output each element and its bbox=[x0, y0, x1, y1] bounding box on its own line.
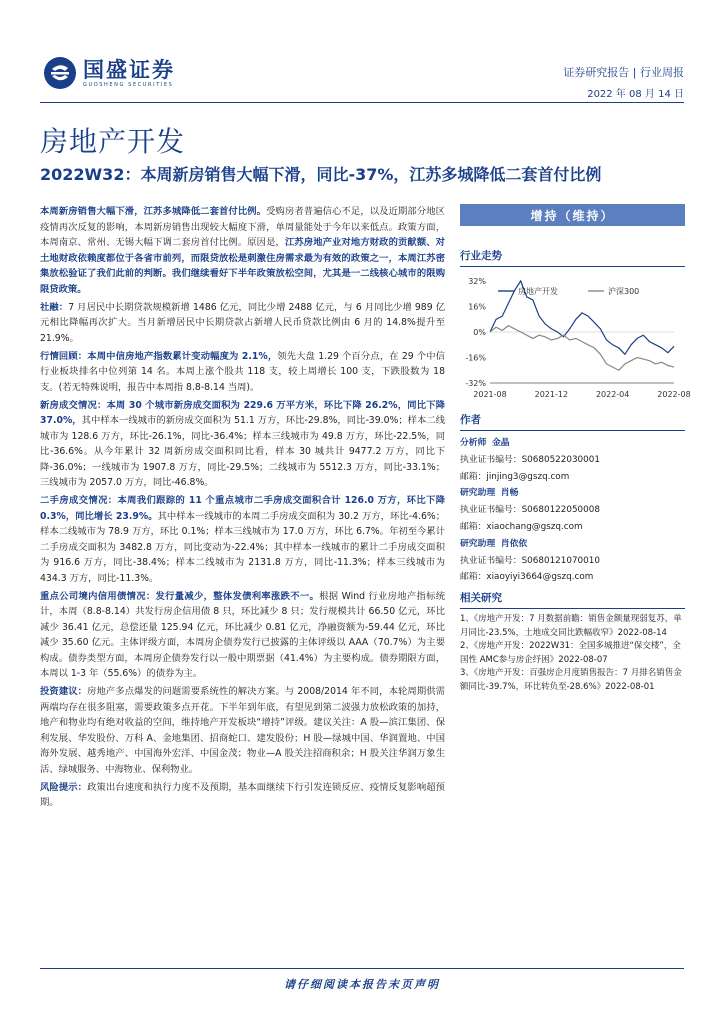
trend-heading: 行业走势 bbox=[460, 248, 685, 267]
author-name: 肖依依 bbox=[500, 538, 528, 549]
author-1-role-line bbox=[460, 435, 685, 452]
x-tick-label: 2021-12 bbox=[534, 390, 569, 399]
license-label: 执业证书编号： bbox=[460, 454, 522, 465]
para-2-bold: 社融： bbox=[40, 301, 69, 313]
y-tick-label: 32% bbox=[468, 277, 486, 286]
author-1-license-line bbox=[460, 452, 685, 469]
author-email[interactable]: xiaoyiyi3664@gszq.com bbox=[486, 572, 594, 583]
email-label: 邮箱： bbox=[460, 521, 487, 532]
para-7-text: 房地产多点爆发的问题需要系统性的解决方案。与 2008/2014 年不同，本轮周期供需两端均存在很多阻塞，需要政策多点开花。下半年到年底，有望见到第二波强力放松政策的加持，地产和物业均有绝对收益的空间，维持地产开发板块“增持”评级。建议关注：A 股—滨江集团、保利发展、华发股份、万科 A、金地集团、招商蛇口、建发股份；H 股—绿城中国、华润置地、中国海外发展、越秀地产、中国海外宏洋、中国金茂；物业—A 股关注招商积余；H 股关注华润万象生活、绿城服务、中海物业、保利物业。 bbox=[40, 686, 445, 775]
author-role: 研究助理 bbox=[460, 488, 496, 499]
related-item[interactable]: 2、《房地产开发：2022W31：全国多城推进“保交楼”，全国性 AMC参与房企纾困》2022-08-07 bbox=[460, 641, 681, 665]
paragraph-new-homes bbox=[40, 398, 445, 491]
author-license: S0680522030001 bbox=[521, 454, 600, 465]
license-label: 执业证书编号： bbox=[460, 555, 522, 566]
logo-cn-text: 国盛证券 bbox=[83, 57, 175, 82]
report-date: 2022 年 08 月 14 日 bbox=[587, 89, 684, 100]
page-subtitle: 2022W32：本周新房销售大幅下滑，同比-37%，江苏多城降低二套首付比例 bbox=[40, 165, 602, 184]
related-item[interactable]: 3、《房地产开发：百强房企月度销售报告：7 月排名销售金额同比-39.7%，环比转负至-28.6%》2022-08-01 bbox=[460, 668, 682, 692]
author-email[interactable]: jinjing3@gszq.com bbox=[486, 471, 570, 482]
license-label: 执业证书编号： bbox=[460, 505, 522, 516]
para-0-text: 受购房者普遍信心不足，以及近期部分地区疫情再次反复的影响，本周新房销售出现较大幅度下滑，单周量能处于今年以来低点。政策方面，本周南京、常州、无锡大幅下调二套房首付比例。原因是， bbox=[40, 206, 445, 248]
author-license: S0680121070010 bbox=[521, 555, 600, 566]
y-tick-label: 16% bbox=[468, 302, 486, 312]
author-email[interactable]: xiaochang@gszq.com bbox=[486, 521, 583, 532]
author-role: 分析师 bbox=[460, 438, 487, 448]
author-2-email-line bbox=[460, 519, 685, 536]
para-3-bold: 行情回顾：本周中信房地产指数累计变动幅度为 2.1%， bbox=[40, 350, 278, 362]
para-6-text: 根据 Wind 行业房地产指标统计，本周（8.8-8.14）共发行房企信用债 8 只，环比减少 8 只；发行规模共计 66.50 亿元，环比减少 36.41 亿元，总偿还量 125.94 亿元，环比减少 0.81 亿元，净融资额为-59.44 亿元，环比减少 35.60 亿元。主体评级方面，本周房企债券发行已披露的主体评级以 AAA（70.7%）为主要构成。债券类型方面，本周房企债券发行以一般中期票据（41.4%）为主要构成。债券期限方面，本周以 1-3 年（55.6%）的债券为主。 bbox=[40, 590, 445, 679]
para-5-text: 其中样本一线城市的本周二手房成交面积为 30.2 万方，环比-4.6%；样本二线城市为 78.9 万方，环比 0.1%；样本三线城市为 17.0 万方，环比 6.7%。年初至今累计二手房成交面积为 3482.8 万方，同比变动为-22.4%；其中样本一线城市的累计二手房成交面积为 916.6 万方，同比-38.4%；样本二线城市为 2131.8 万方，同比-11.3%；样本三线城市为 434.3 万方，同比-11.3%。 bbox=[40, 510, 445, 584]
logo-icon bbox=[43, 56, 77, 90]
related-item[interactable]: 1、《房地产开发：7 月数据前瞻：销售金额量现弱复苏，单月同比-23.5%，土地成交同比跌幅收窄》2022-08-14 bbox=[460, 614, 682, 638]
author-3-license-line bbox=[460, 553, 685, 570]
para-5-bold: 二手房成交情况：本周我们跟踪的 11 个重点城市二手房成交面积合计 126.0 万方，环比下降 0.3%，同比增长 23.9%。 bbox=[40, 495, 445, 522]
author-3-role-line bbox=[460, 536, 685, 553]
para-4-text: 其中样本一线城市的新房成交面积为 51.1 万方，环比-29.8%，同比-39.0%；样本二线城市为 128.6 万方，环比-26.1%，同比-36.4%；样本三线城市为 49.8 万方，环比-22.5%，同比-36.6%。从今年累计 32 周新房成交面积同比看，样本 30 城共计 9477.2 万方，同比下降-36.0%；一线城市为 1907.8 万方，同比-29.5%；二线城市为 5512.3 万方，同比-33.1%；三线城市为 2057.0 万方，同比-46.8%。 bbox=[40, 415, 445, 488]
author-name: 肖畅 bbox=[500, 488, 519, 499]
para-0-bold: 本周新房销售大幅下滑，江苏多城降低二套首付比例。 bbox=[40, 206, 267, 217]
rating-badge: 增持（维持） bbox=[460, 204, 685, 226]
y-tick-label: -16% bbox=[465, 353, 486, 363]
report-header bbox=[0, 0, 724, 110]
main-content bbox=[40, 204, 445, 813]
author-3-email-line bbox=[460, 569, 685, 586]
author-2-license-line bbox=[460, 502, 685, 519]
page-title: 房地产开发 bbox=[40, 125, 186, 158]
logo bbox=[43, 56, 175, 90]
paragraph-summary bbox=[40, 204, 445, 297]
related-list bbox=[460, 613, 685, 694]
trend-chart-svg bbox=[460, 273, 691, 408]
para-4-bold: 新房成交情况：本周 30 个城市新房成交面积为 229.6 万平方米，环比下降 26.2%，同比下降 37.0%， bbox=[40, 399, 445, 426]
para-7-bold: 投资建议： bbox=[40, 686, 88, 697]
paragraph-second-hand bbox=[40, 493, 445, 586]
x-tick-label: 2021-08 bbox=[473, 390, 507, 399]
paragraph-risk bbox=[40, 780, 445, 811]
legend-label: 房地产开发 bbox=[518, 287, 558, 296]
author-list bbox=[460, 435, 685, 586]
trend-chart bbox=[460, 273, 691, 408]
y-tick-label: -32% bbox=[465, 379, 486, 388]
email-label: 邮箱： bbox=[460, 572, 487, 583]
para-2-text: 7 月居民中长期贷款规模新增 1486 亿元，同比少增 2488 亿元，与 6 月同比少增 989 亿元相比降幅再次扩大。当月新增居民中长期贷款占新增人民币贷款比例由 6 月的 14.8%提升至 21.9%。 bbox=[40, 301, 445, 344]
author-role: 研究助理 bbox=[460, 538, 496, 549]
series-line-csi300 bbox=[490, 326, 674, 371]
x-tick-label: 2022-08 bbox=[657, 390, 691, 399]
related-heading: 相关研究 bbox=[460, 590, 685, 609]
para-8-bold: 风险提示： bbox=[40, 781, 88, 793]
author-2-role-line bbox=[460, 485, 685, 502]
footer-disclaimer[interactable]: 请仔细阅读本报告末页声明 bbox=[284, 978, 440, 991]
sidebar bbox=[460, 204, 691, 694]
author-license: S0680122050008 bbox=[521, 505, 600, 516]
y-tick-label: 0% bbox=[473, 328, 486, 337]
para-3-text: 领先大盘 1.29 个百分点，在 29 个中信行业板块排名中位列第 14 名。本周上涨个股共 118 支，较上周增长 100 支，下跌股数为 18 支。(若无特殊说明，报告中本周指 8.8-8.14 当周)。 bbox=[40, 350, 445, 393]
header-divider bbox=[40, 102, 684, 103]
author-name: 金晶 bbox=[492, 438, 510, 448]
paragraph-investment bbox=[40, 684, 445, 777]
para-6-bold: 重点公司境内信用债情况：发行量减少，整体发债利率涨跌不一。 bbox=[40, 590, 320, 602]
footer-divider bbox=[40, 968, 684, 969]
paragraph-market-review bbox=[40, 349, 445, 396]
para-1-bold: 江苏房地产业对地方财政的贡献额、对土地财政依赖度都位于各省市前列，而限贷放松是刺激住房需求最为有效的政策之一，本周江苏密集放松验证了我们此前的判断。我们继续看好下半年政策放松空间，尤其是一二线核心城市的限购限贷政策。 bbox=[40, 237, 445, 295]
legend-label: 沪深300 bbox=[608, 287, 640, 296]
para-8-text: 政策出台速度和执行力度不及预期，基本面继续下行引发连锁反应、疫情反复影响超预期。 bbox=[40, 781, 445, 808]
paragraph-credit-bonds bbox=[40, 589, 445, 682]
authors-heading: 作者 bbox=[460, 412, 685, 431]
report-type: 证券研究报告 | 行业周报 bbox=[563, 66, 684, 79]
email-label: 邮箱： bbox=[460, 471, 487, 482]
author-1-email-line bbox=[460, 469, 685, 486]
x-tick-label: 2022-04 bbox=[595, 390, 630, 399]
logo-en-text: GUOSHENG SECURITIES bbox=[83, 81, 174, 88]
paragraph-social-financing bbox=[40, 300, 445, 347]
